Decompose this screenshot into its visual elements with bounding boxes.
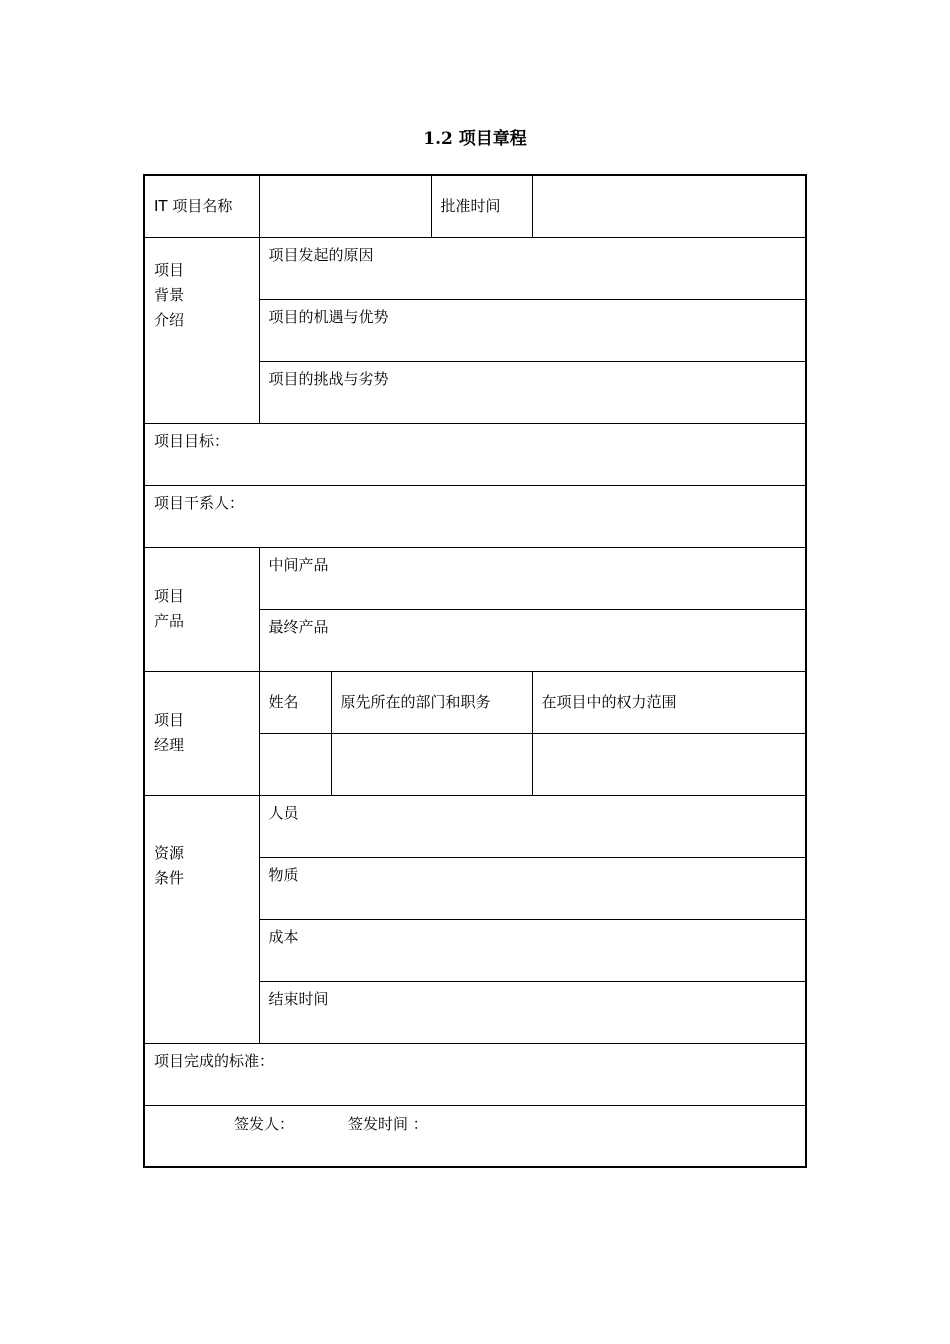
project-name-label: IT 项目名称 xyxy=(144,175,259,237)
stakeholders-row xyxy=(144,485,806,547)
manager-authority-field[interactable] xyxy=(532,733,806,795)
manager-department-field[interactable] xyxy=(331,733,532,795)
manager-name-field[interactable] xyxy=(259,733,331,795)
completion-criteria-field[interactable]: 项目完成的标准： xyxy=(144,1043,806,1105)
manager-label-line: 经理 xyxy=(154,736,185,754)
resources-label-line: 资源 xyxy=(154,843,185,862)
goal-row xyxy=(144,423,806,485)
manager-side-label xyxy=(144,671,259,795)
sign-row xyxy=(144,1105,806,1167)
project-name-field[interactable] xyxy=(259,175,431,237)
manager-header-row xyxy=(144,671,806,733)
resources-material-field[interactable]: 物质 xyxy=(259,857,806,919)
background-side-label xyxy=(144,237,259,423)
intermediate-product-field[interactable]: 中间产品 xyxy=(259,547,806,609)
issue-time-label: 签发时间 ： xyxy=(348,1114,428,1133)
issuer-label: 签发人： xyxy=(234,1114,295,1133)
products-side-label xyxy=(144,547,259,671)
approval-time-label: 批准时间 xyxy=(431,175,532,237)
resources-end-time-field[interactable]: 结束时间 xyxy=(259,981,806,1043)
manager-authority-header: 在项目中的权力范围 xyxy=(532,671,806,733)
completion-row xyxy=(144,1043,806,1105)
manager-department-header: 原先所在的部门和职务 xyxy=(331,671,532,733)
project-name-row xyxy=(144,175,806,237)
resources-label-line: 条件 xyxy=(154,868,185,887)
project-goal-field[interactable]: 项目目标： xyxy=(144,423,806,485)
manager-name-header: 姓名 xyxy=(259,671,331,733)
resources-side-label xyxy=(144,795,259,1043)
approval-time-field[interactable] xyxy=(532,175,806,237)
products-row-intermediate xyxy=(144,547,806,609)
background-label-line: 项目 xyxy=(154,260,185,279)
background-opportunity-field[interactable]: 项目的机遇与优势 xyxy=(259,299,806,361)
sign-field[interactable] xyxy=(144,1105,806,1167)
stakeholders-field[interactable]: 项目干系人： xyxy=(144,485,806,547)
final-product-field[interactable]: 最终产品 xyxy=(259,609,806,671)
page-title: 1.2 项目章程 xyxy=(423,129,527,149)
background-reason-field[interactable]: 项目发起的原因 xyxy=(259,237,806,299)
background-label-line: 介绍 xyxy=(154,310,185,329)
background-challenge-field[interactable]: 项目的挑战与劣势 xyxy=(259,361,806,423)
resources-row-staff xyxy=(144,795,806,857)
manager-label-line: 项目 xyxy=(154,711,185,729)
background-label-line: 背景 xyxy=(154,285,185,304)
products-label-line: 项目 xyxy=(154,587,185,605)
resources-staff-field[interactable]: 人员 xyxy=(259,795,806,857)
products-label-line: 产品 xyxy=(154,612,185,630)
background-row-reason xyxy=(144,237,806,299)
resources-cost-field[interactable]: 成本 xyxy=(259,919,806,981)
project-charter-table xyxy=(143,174,807,1168)
